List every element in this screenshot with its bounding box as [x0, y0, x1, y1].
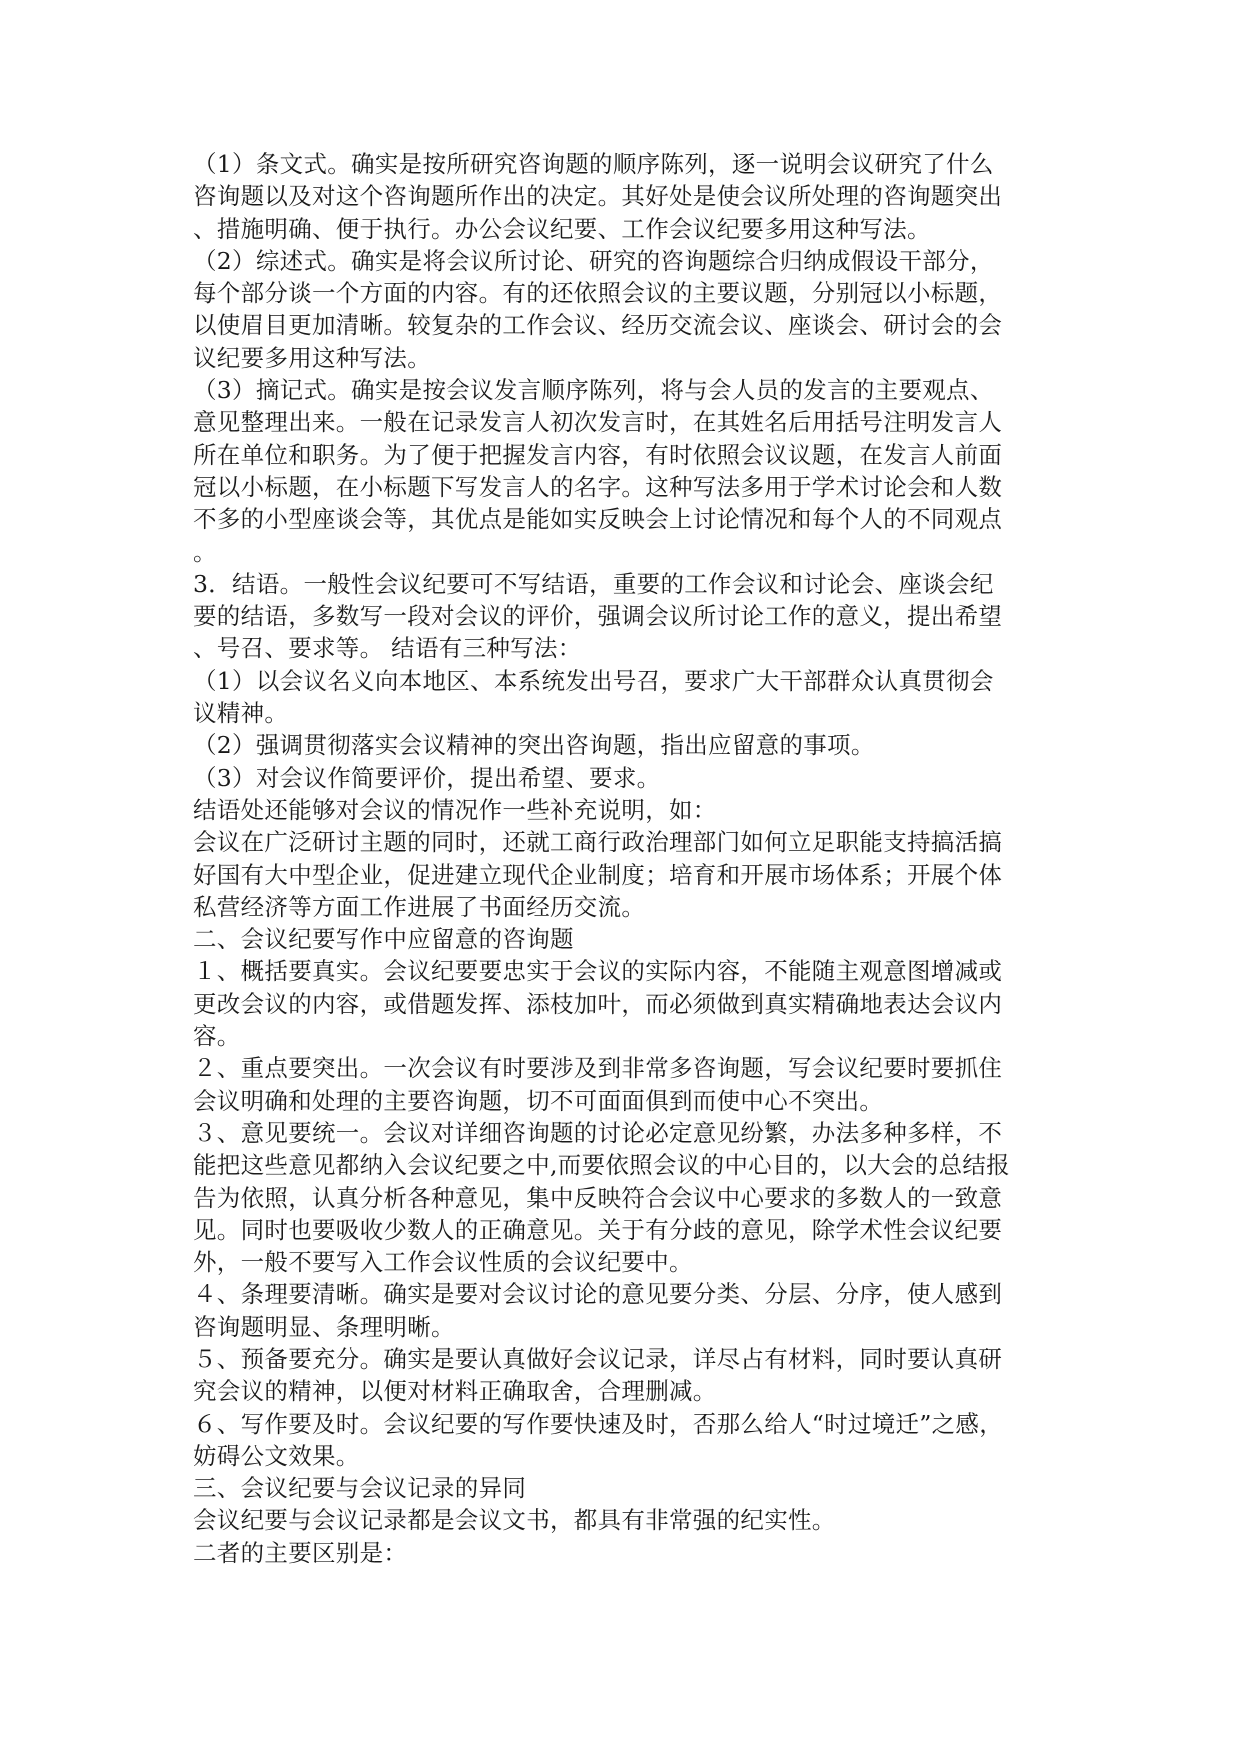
text-line: 3．结语。一般性会议纪要可不写结语，重要的工作会议和讨论会、座谈会纪	[193, 569, 994, 598]
text-line: 见。同时也要吸收少数人的正确意见。关于有分歧的意见，除学术性会议纪要	[193, 1215, 1003, 1244]
text-line: 会议明确和处理的主要咨询题，切不可面面俱到而使中心不突出。	[193, 1086, 884, 1115]
text-line: （2）综述式。确实是将会议所讨论、研究的咨询题综合归纳成假设干部分，	[193, 246, 994, 275]
text-line: 咨询题以及对这个咨询题所作出的决定。其好处是使会议所处理的咨询题突出	[193, 182, 1003, 211]
section-heading: 二、会议纪要写作中应留意的咨询题	[193, 925, 574, 954]
text-line: 二者的主要区别是：	[193, 1538, 408, 1567]
text-line: 要的结语，多数写一段对会议的评价，强调会议所讨论工作的意义，提出希望	[193, 602, 1003, 631]
text-line: 妨碍公文效果。	[193, 1441, 360, 1470]
section-heading: 三、会议纪要与会议记录的异同	[193, 1474, 527, 1503]
text-line: 告为依照，认真分析各种意见，集中反映符合会议中心要求的多数人的一致意	[193, 1183, 1003, 1212]
text-line: 结语处还能够对会议的情况作一些补充说明，如：	[193, 795, 717, 824]
text-line: （1）条文式。确实是按所研究咨询题的顺序陈列，逐一说明会议研究了什么	[193, 150, 994, 178]
text-line: 外，一般不要写入工作会议性质的会议纪要中。	[193, 1248, 693, 1277]
text-line: 私营经济等方面工作进展了书面经历交流。	[193, 892, 646, 921]
text-line: （3）摘记式。确实是按会议发言顺序陈列，将与会人员的发言的主要观点、	[193, 376, 994, 405]
document-body	[193, 148, 1053, 1569]
text-line: ３、意见要统一。会议对详细咨询题的讨论必定意见纷繁，办法多种多样，不	[193, 1118, 1003, 1147]
text-line: ５、预备要充分。确实是要认真做好会议记录，详尽占有材料，同时要认真研	[193, 1344, 1003, 1373]
text-line: 、措施明确、便于执行。办公会议纪要、工作会议纪要多用这种写法。	[193, 214, 931, 243]
text-line: ２、重点要突出。一次会议有时要涉及到非常多咨询题，写会议纪要时要抓住	[193, 1054, 1003, 1083]
text-line: 容。	[193, 1022, 241, 1051]
text-line: ６、写作要及时。会议纪要的写作要快速及时，否那么给人“时过境迁”之感，	[193, 1409, 1004, 1438]
text-line: （1）以会议名义向本地区、本系统发出号召，要求广大干部群众认真贯彻会	[193, 666, 994, 695]
text-line: 会议纪要与会议记录都是会议文书，都具有非常强的纪实性。	[193, 1506, 836, 1535]
text-line: 所在单位和职务。为了便于把握发言内容，有时依照会议议题，在发言人前面	[193, 440, 1003, 469]
text-line: 能把这些意见都纳入会议纪要之中,而要依照会议的中心目的，以大会的总结报	[193, 1151, 1010, 1180]
text-line: 咨询题明显、条理明晰。	[193, 1312, 455, 1341]
text-line: 会议在广泛研讨主题的同时，还就工商行政治理部门如何立足职能支持搞活搞	[193, 828, 1003, 857]
text-line: 更改会议的内容，或借题发挥、添枝加叶，而必须做到真实精确地表达会议内	[193, 989, 1003, 1018]
text-line: 每个部分谈一个方面的内容。有的还依照会议的主要议题，分别冠以小标题，	[193, 279, 1003, 308]
text-line: １、概括要真实。会议纪要要忠实于会议的实际内容，不能随主观意图增减或	[193, 957, 1003, 986]
text-line: 议纪要多用这种写法。	[193, 343, 431, 372]
text-line: 意见整理出来。一般在记录发言人初次发言时，在其姓名后用括号注明发言人	[193, 408, 1003, 437]
text-line: （2）强调贯彻落实会议精神的突出咨询题，指出应留意的事项。	[193, 731, 875, 760]
text-line: 、号召、要求等。 结语有三种写法：	[193, 634, 582, 663]
text-line: 议精神。	[193, 699, 289, 728]
text-line: 好国有大中型企业，促进建立现代企业制度；培育和开展市场体系；开展个体	[193, 860, 1003, 889]
text-line: （3）对会议作简要评价，提出希望、要求。	[193, 763, 661, 792]
text-line: 冠以小标题，在小标题下写发言人的名字。这种写法多用于学术讨论会和人数	[193, 472, 1003, 501]
text-line: 。	[193, 537, 217, 566]
text-line: 以使眉目更加清晰。较复杂的工作会议、经历交流会议、座谈会、研讨会的会	[193, 311, 1003, 340]
text-line: ４、条理要清晰。确实是要对会议讨论的意见要分类、分层、分序，使人感到	[193, 1280, 1003, 1309]
text-line: 究会议的精神，以便对材料正确取舍，合理删减。	[193, 1377, 717, 1406]
text-line: 不多的小型座谈会等，其优点是能如实反映会上讨论情况和每个人的不同观点	[193, 505, 1003, 534]
